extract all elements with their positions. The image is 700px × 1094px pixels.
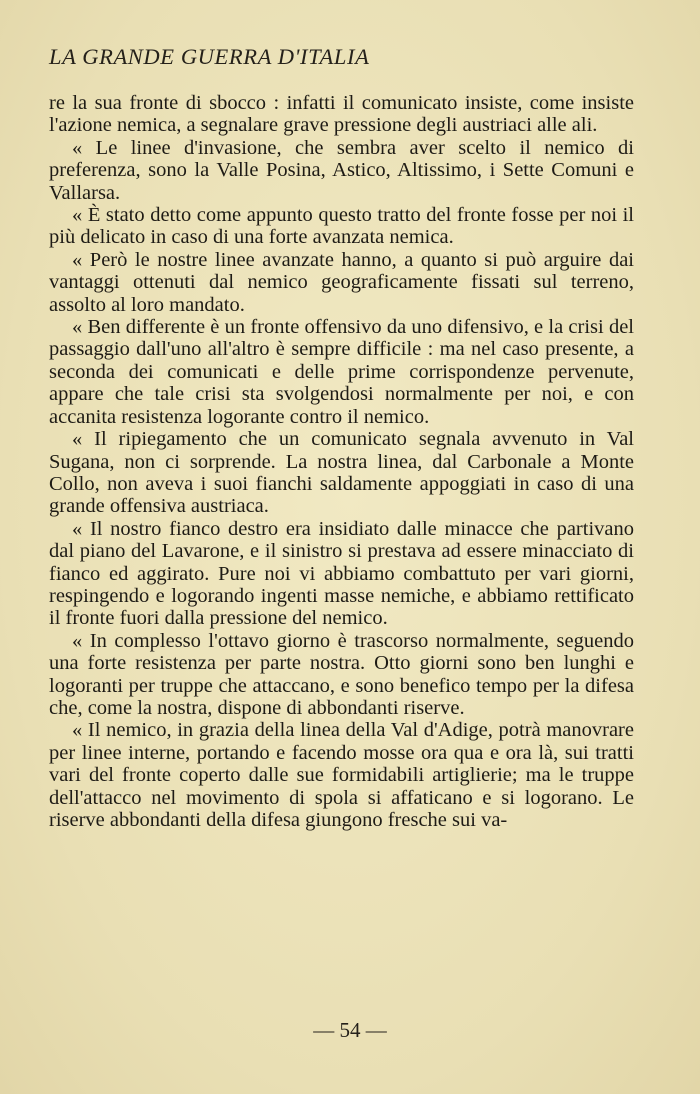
paragraph-7: « Il nostro fianco destro era insidiato dalle minacce che partivano dal piano del Lavarone, e il sinistro si prestava ad essere minacciato di fianco ed aggirato. Pure noi vi abbiamo combattuto per vari giorni, respingendo e logorando ingenti masse nemiche, e abbiamo rettificato il fronte fuori dalla pressione del nemico. xyxy=(49,517,634,630)
paragraph-9: « Il nemico, in grazia della linea della Val d'Adige, potrà manovrare per linee interne, portando e facendo mosse ora qua e ora là, sui tratti vari del fronte coperto dalle sue formidabili artiglierie; ma le truppe dell'attacco nel movimento di spola si affaticano e si logorano. Le riserve abbondanti della difesa giungono fresche sui va- xyxy=(49,719,634,831)
page-number: — 54 — xyxy=(313,1018,387,1042)
paragraph-8: « In complesso l'ottavo giorno è trascorso normalmente, seguendo una forte resistenza per parte nostra. Otto giorni sono ben lunghi e logoranti per truppe che attaccano, e sono benefico tempo per la difesa che, come la nostra, dispone di abbondanti riserve. xyxy=(49,629,634,719)
paragraph-1: re la sua fronte di sbocco : infatti il comunicato insiste, come insiste l'azione nemica, a segnalare grave pressione degli austriaci alle ali. xyxy=(49,92,634,137)
paragraph-4: « Però le nostre linee avanzate hanno, a quanto si può arguire dai vantaggi ottenuti dal nemico geograficamente fissati sul terreno, assolto al loro mandato. xyxy=(49,248,634,316)
paragraph-3: « È stato detto come appunto questo tratto del fronte fosse per noi il più delicato in caso di una forte avanzata nemica. xyxy=(49,204,634,249)
paragraph-2: « Le linee d'invasione, che sembra aver scelto il nemico di preferenza, sono la Valle Posina, Astico, Altissimo, i Sette Comuni e Vallarsa. xyxy=(49,136,634,204)
paragraph-6: « Il ripiegamento che un comunicato segnala avvenuto in Val Sugana, non ci sorprende. La nostra linea, dal Carbonale a Monte Collo, non aveva i suoi fianchi saldamente appoggiati in caso di una grande offensiva austriaca. xyxy=(49,428,634,518)
body-text xyxy=(49,92,634,831)
running-title: LA GRANDE GUERRA D'ITALIA xyxy=(49,44,370,69)
paragraph-5: « Ben differente è un fronte offensivo da uno difensivo, e la crisi del passaggio dall'uno all'altro è sempre difficile : ma nel caso presente, a seconda dei comunicati e delle prime corrispondenze pervenute, appare che tale crisi sta svolgendosi normalmente per noi, e con accanita resistenza logorante contro il nemico. xyxy=(49,316,634,428)
